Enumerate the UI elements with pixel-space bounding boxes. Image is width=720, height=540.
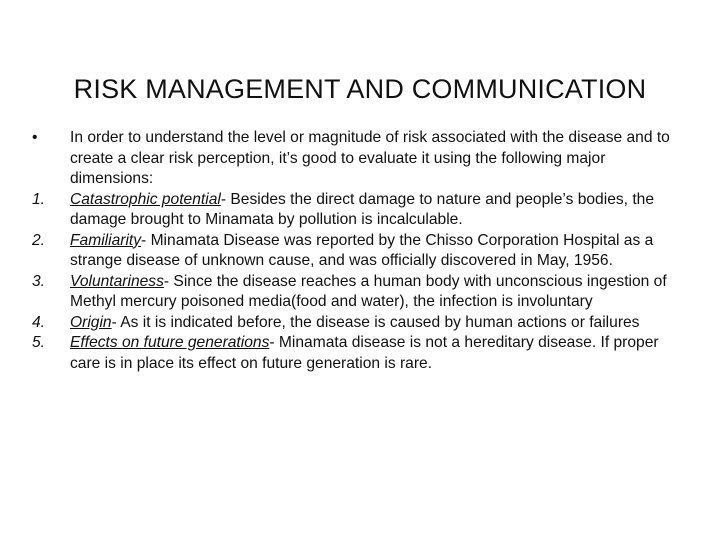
list-item (32, 313, 692, 334)
item-description: - Besides the direct damage to nature and people’s bodies, the damage brought to Minamata by pollution is incalculable. (70, 190, 655, 228)
list-item (32, 333, 692, 374)
item-description: - As it is indicated before, the disease is caused by human actions or failures (111, 313, 640, 331)
item-text (70, 313, 692, 334)
item-number: 1. (32, 190, 46, 208)
item-number: 4. (32, 313, 46, 331)
item-term: Origin (70, 313, 112, 331)
item-description: - Minamata Disease was reported by the Chisso Corporation Hospital as a strange disease of unknown cause, and was officially discovered in May, 1956. (70, 231, 654, 269)
item-term: Catastrophic potential (70, 190, 221, 208)
intro-bullet (32, 128, 692, 190)
item-number: 5. (32, 334, 46, 351)
slide-body (32, 128, 692, 374)
list-item (32, 190, 692, 231)
item-text (70, 333, 692, 374)
item-text (70, 231, 692, 272)
item-text (70, 272, 692, 313)
item-term: Voluntariness (70, 272, 164, 290)
bullet-marker: • (32, 129, 38, 146)
list-item (32, 231, 692, 272)
item-text (70, 190, 692, 231)
item-number: 2. (32, 231, 46, 249)
item-description: - Since the disease reaches a human body with unconscious ingestion of Methyl mercury poisoned media(food and water), the infection is involuntary (70, 272, 667, 310)
intro-text: In order to understand the level or magnitude of risk associated with the disease and to create a clear risk perception, it’s good to evaluate it using the following major dimensions: (70, 129, 670, 187)
item-term: Familiarity (70, 231, 142, 249)
item-term: Effects on future generations (70, 334, 270, 351)
list-item (32, 272, 692, 313)
item-number: 3. (32, 272, 46, 290)
item-description: - Minamata disease is not a hereditary disease. If proper care is in place its effect on future generation is rare. (70, 334, 659, 372)
slide-title: RISK MANAGEMENT AND COMMUNICATION (73, 74, 647, 104)
